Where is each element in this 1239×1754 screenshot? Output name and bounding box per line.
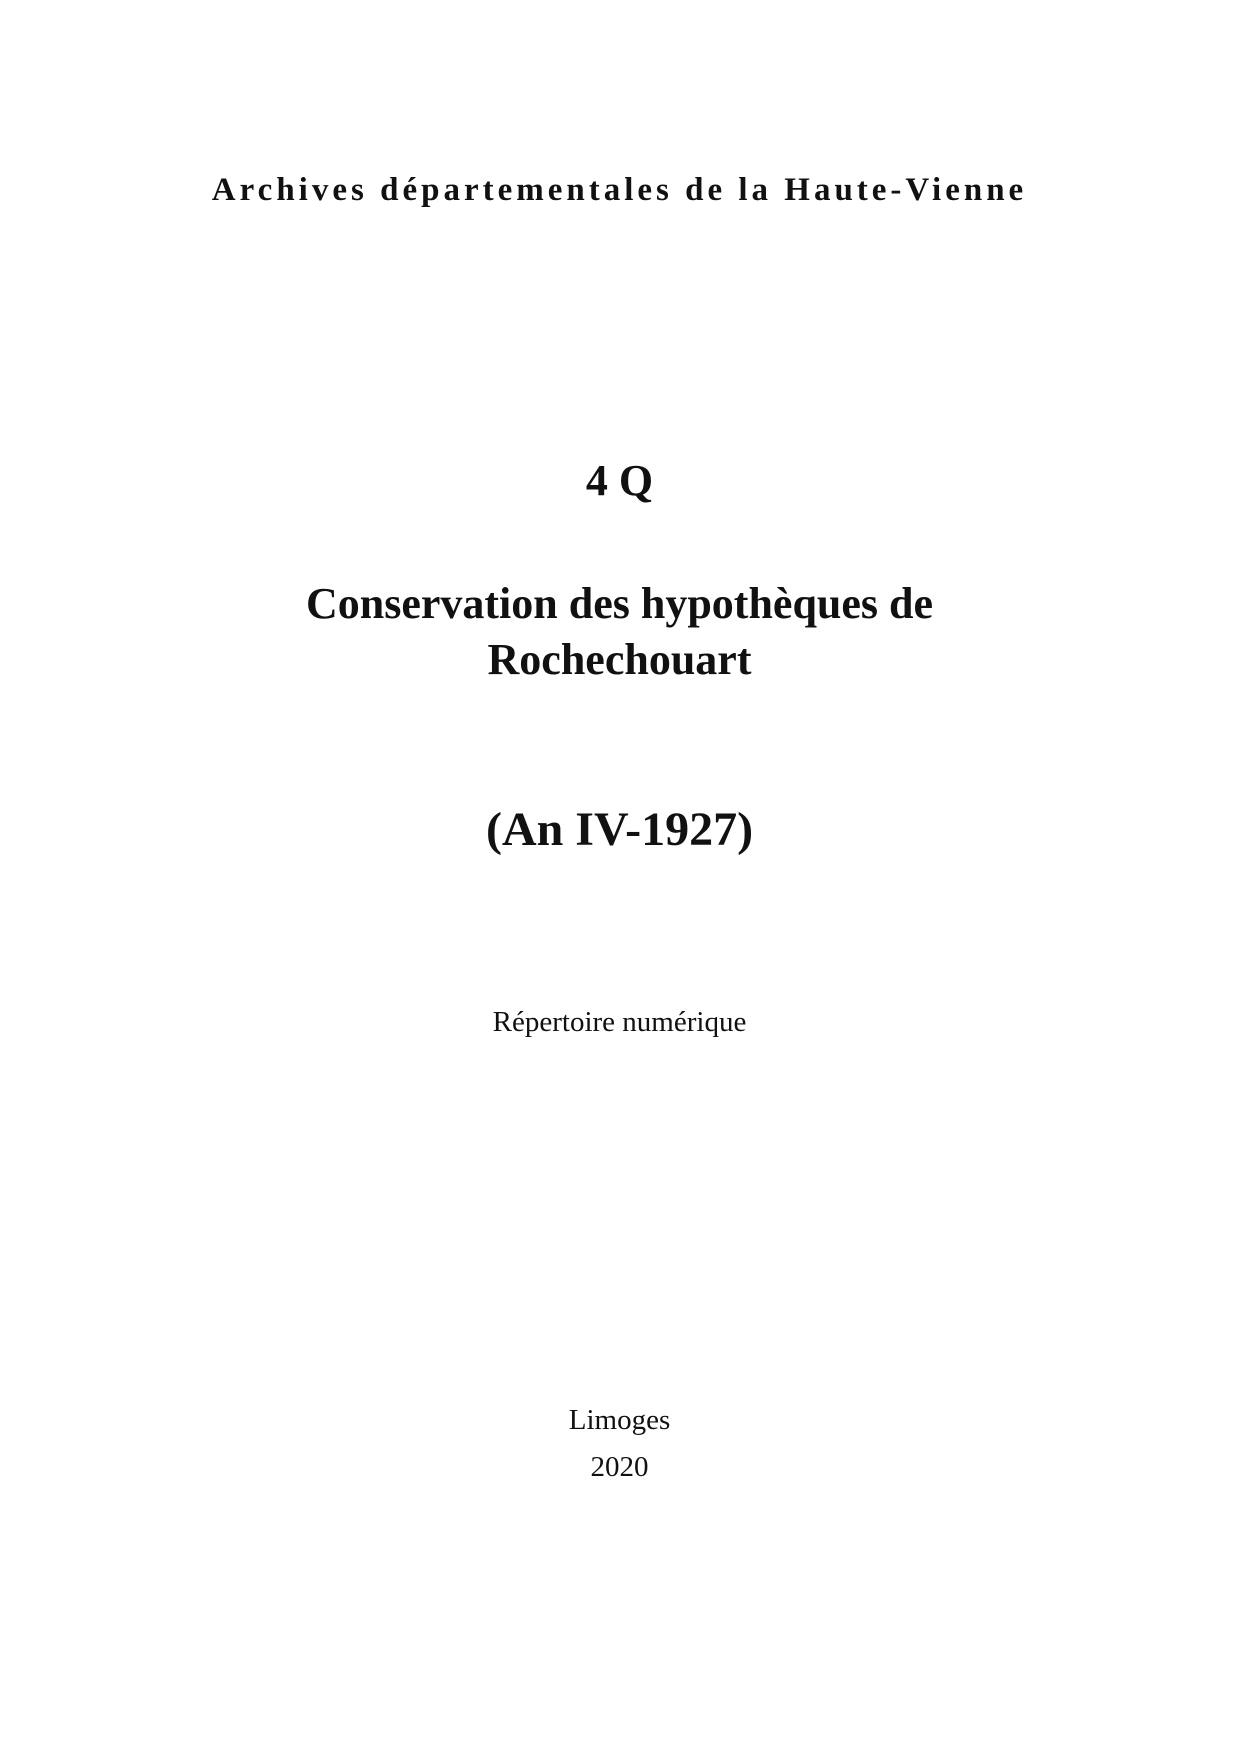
date-range: (An IV-1927) — [485, 803, 754, 856]
title-line-1: Conservation des hypothèques de — [305, 579, 934, 628]
series-code: 4 Q — [585, 456, 654, 505]
title-line-2: Rochechouart — [487, 635, 752, 684]
publication-place: Limoges — [568, 1404, 671, 1436]
publication-year: 2020 — [590, 1451, 649, 1483]
institution-heading: Archives départementales de la Haute-Vienne — [211, 172, 1028, 208]
document-type: Répertoire numérique — [492, 1006, 747, 1038]
